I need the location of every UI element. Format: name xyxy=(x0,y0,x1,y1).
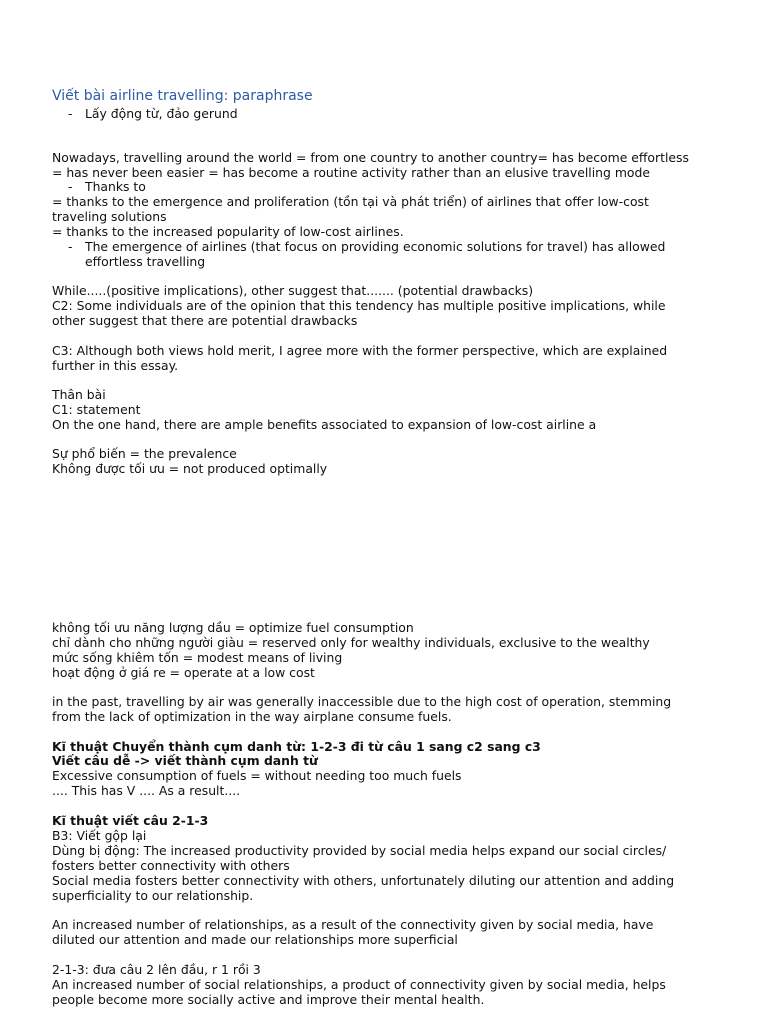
bullet-item: The emergence of airlines (that focus on providing economic solutions for travel) has allowed xyxy=(85,239,666,254)
text-line: C2: Some individuals are of the opinion that this tendency has multiple positive implications, while xyxy=(52,298,666,313)
text-line: diluted our attention and made our relationships more superficial xyxy=(52,932,458,947)
text-line: Không được tối ưu = not produced optimally xyxy=(52,461,328,476)
text-line: further in this essay. xyxy=(52,358,179,373)
text-line: superficiality to our relationship. xyxy=(52,888,254,903)
bold-heading: Kĩ thuật Chuyển thành cụm danh từ: 1-2-3 đi từ câu 1 sang c2 sang c3 xyxy=(52,739,541,754)
text-line: Excessive consumption of fuels = without needing too much fuels xyxy=(52,768,462,783)
text-line: An increased number of social relationships, a product of connectivity given by social media, helps xyxy=(52,977,666,992)
text-line: C1: statement xyxy=(52,402,141,417)
text-line: = thanks to the increased popularity of low-cost airlines. xyxy=(52,224,404,239)
text-line: in the past, travelling by air was generally inaccessible due to the high cost of operation, stemming xyxy=(52,694,672,709)
text-line: chỉ dành cho những người giàu = reserved only for wealthy individuals, exclusive to the wealthy xyxy=(52,635,650,650)
bullet-dash: - xyxy=(68,179,73,194)
text-line: While.....(positive implications), other suggest that....... (potential drawbacks) xyxy=(52,283,534,298)
text-line: An increased number of relationships, as a result of the connectivity given by social media, have xyxy=(52,917,654,932)
text-line: other suggest that there are potential drawbacks xyxy=(52,313,358,328)
bullet-item: Thanks to xyxy=(85,179,146,194)
text-line: Nowadays, travelling around the world = from one country to another country= has become effortless xyxy=(52,150,689,165)
bullet-dash: - xyxy=(68,106,73,121)
text-line: Dùng bị động: The increased productivity provided by social media helps expand our social circles/ xyxy=(52,843,667,858)
text-line: fosters better connectivity with others xyxy=(52,858,290,873)
page-title: Viết bài airline travelling: paraphrase xyxy=(52,88,313,104)
text-line: from the lack of optimization in the way airplane consume fuels. xyxy=(52,709,452,724)
text-line: hoạt động ở giá re = operate at a low cost xyxy=(52,665,315,680)
bullet-item: effortless travelling xyxy=(85,254,206,269)
bold-heading: Kĩ thuật viết câu 2-1-3 xyxy=(52,813,209,828)
text-line: traveling solutions xyxy=(52,209,167,224)
text-line: B3: Viết gộp lại xyxy=(52,828,147,843)
bullet-dash: - xyxy=(68,239,73,254)
bold-heading: Viết câu dễ -> viết thành cụm danh từ xyxy=(52,753,318,768)
bullet-item: Lấy động từ, đảo gerund xyxy=(85,106,238,121)
text-line: .... This has V .... As a result.... xyxy=(52,783,241,798)
text-line: people become more socially active and improve their mental health. xyxy=(52,992,485,1007)
text-line: 2-1-3: đưa câu 2 lên đầu, r 1 rồi 3 xyxy=(52,962,261,977)
text-line: = has never been easier = has become a routine activity rather than an elusive travelling mode xyxy=(52,165,650,180)
text-line: Sự phổ biến = the prevalence xyxy=(52,446,237,461)
text-line: On the one hand, there are ample benefits associated to expansion of low-cost airline a xyxy=(52,417,597,432)
section-heading: Thân bài xyxy=(52,387,106,402)
text-line: = thanks to the emergence and proliferation (tồn tại và phát triển) of airlines that offer low-cost xyxy=(52,194,649,209)
text-line: mức sống khiêm tốn = modest means of living xyxy=(52,650,343,665)
text-line: không tối ưu năng lượng dầu = optimize fuel consumption xyxy=(52,620,414,635)
text-line: C3: Although both views hold merit, I agree more with the former perspective, which are explained xyxy=(52,343,668,358)
text-line: Social media fosters better connectivity with others, unfortunately diluting our attention and adding xyxy=(52,873,675,888)
